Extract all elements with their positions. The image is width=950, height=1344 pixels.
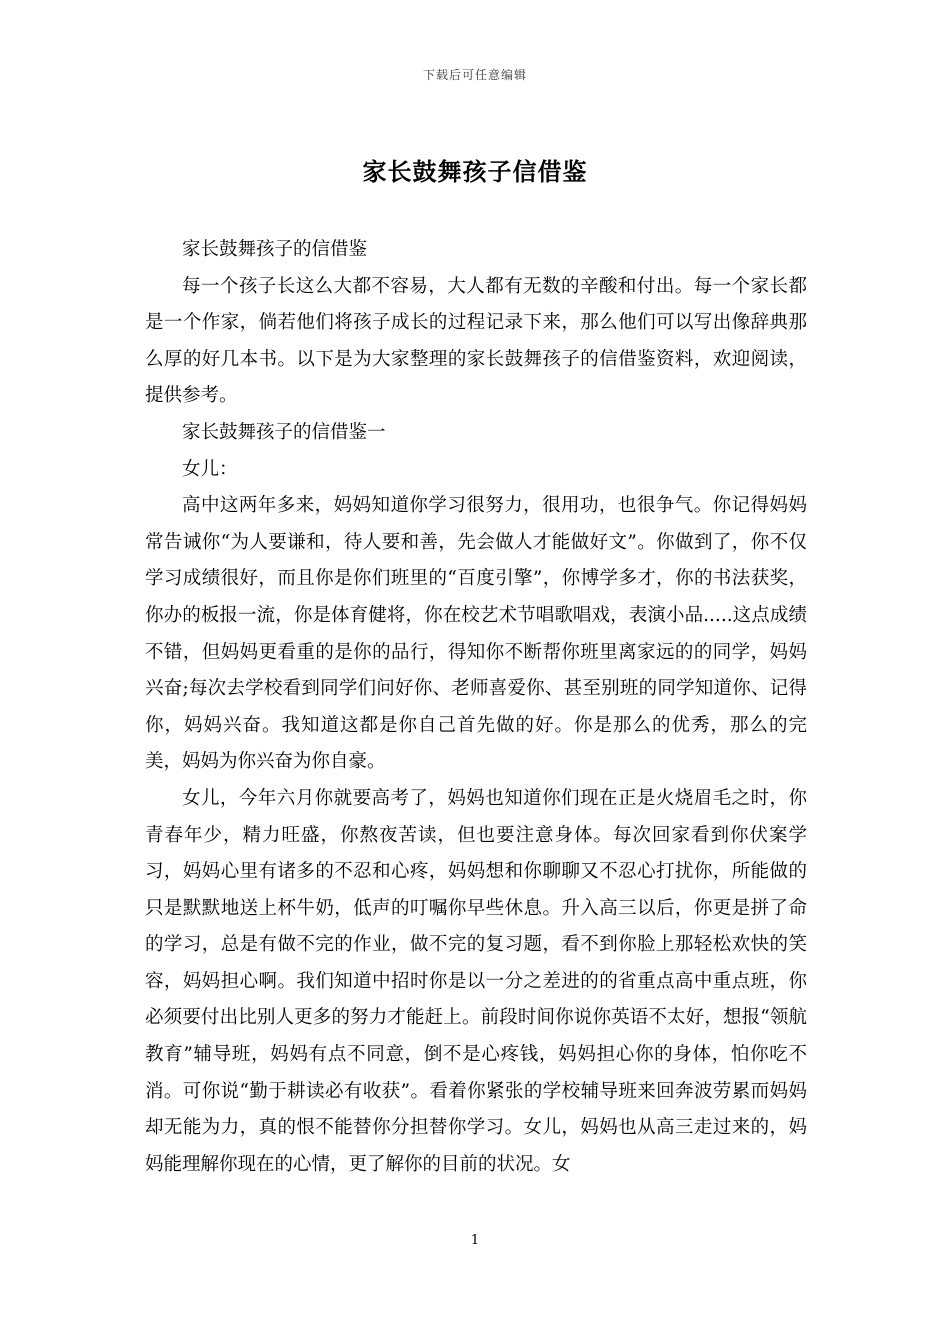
page-number: 1 <box>470 1233 480 1248</box>
paragraph-section-heading: 家长鼓舞孩子的信借鉴一 <box>182 421 386 443</box>
document-title: 家长鼓舞孩子信借鉴 <box>362 157 588 186</box>
document-body <box>145 232 807 1183</box>
paragraph-subtitle: 家长鼓舞孩子的信借鉴 <box>182 239 368 260</box>
paragraph-body-2: 女儿，今年六月你就要高考了，妈妈也知道你们现在正是火烧眉毛之时，你青春年少，精力旺盛，你熬夜苦读，但也要注意身体。每次回家看到你伏案学习，妈妈心里有诸多的不忍和心疼，妈妈想和你聊聊又不忍心打扰你，所能做的只是默默地送上杯牛奶，低声的叮嘱你早些休息。升入高三以后，你更是拼了命的学习，总是有做不完的作业，做不完的复习题，看不到你脸上那轻松欢快的笑容，妈妈担心啊。我们知道中招时你是以一分之差进的的省重点高中重点班，你必须要付出比别人更多的努力才能赶上。前段时间你说你英语不太好，想报“领航教育”辅导班，妈妈有点不同意，倒不是心疼钱，妈妈担心你的身体，怕你吃不消。可你说“勤于耕读必有收获”。看着你紧张的学校辅导班来回奔波劳累而妈妈却无能为力，真的恨不能替你分担替你学习。女儿，妈妈也从高三走过来的，妈妈能理解你现在的心情，更了解你的目前的状况。女 <box>145 787 807 1175</box>
paragraph-salutation: 女儿： <box>182 458 238 480</box>
header-note: 下载后可任意编辑 <box>422 68 527 82</box>
paragraph-body-1: 高中这两年多来，妈妈知道你学习很努力，很用功，也很争气。你记得妈妈常告诫你“为人要谦和，待人要和善，先会做人才能做好文”。你做到了，你不仅学习成绩很好，而且你是你们班里的“百度引擎”，你博学多才，你的书法获奖，你办的板报一流，你是体育健将，你在校艺术节唱歌唱戏，表演小品.....这点成绩不错，但妈妈更看重的是你的品行，得知你不断帮你班里离家远的的同学，妈妈兴奋;每次去学校看到同学们问好你、老师喜爱你、甚至别班的同学知道你、记得你，妈妈兴奋。我知道这都是你自己首先做的好。你是那么的优秀，那么的完美，妈妈为你兴奋为你自豪。 <box>145 495 807 773</box>
paragraph-intro: 每一个孩子长这么大都不容易，大人都有无数的辛酸和付出。每一个家长都是一个作家，倘若他们将孩子成长的过程记录下来，那么他们可以写出像辞典那么厚的好几本书。以下是为大家整理的家长鼓舞孩子的信借鉴资料，欢迎阅读，提供参考。 <box>145 275 807 407</box>
